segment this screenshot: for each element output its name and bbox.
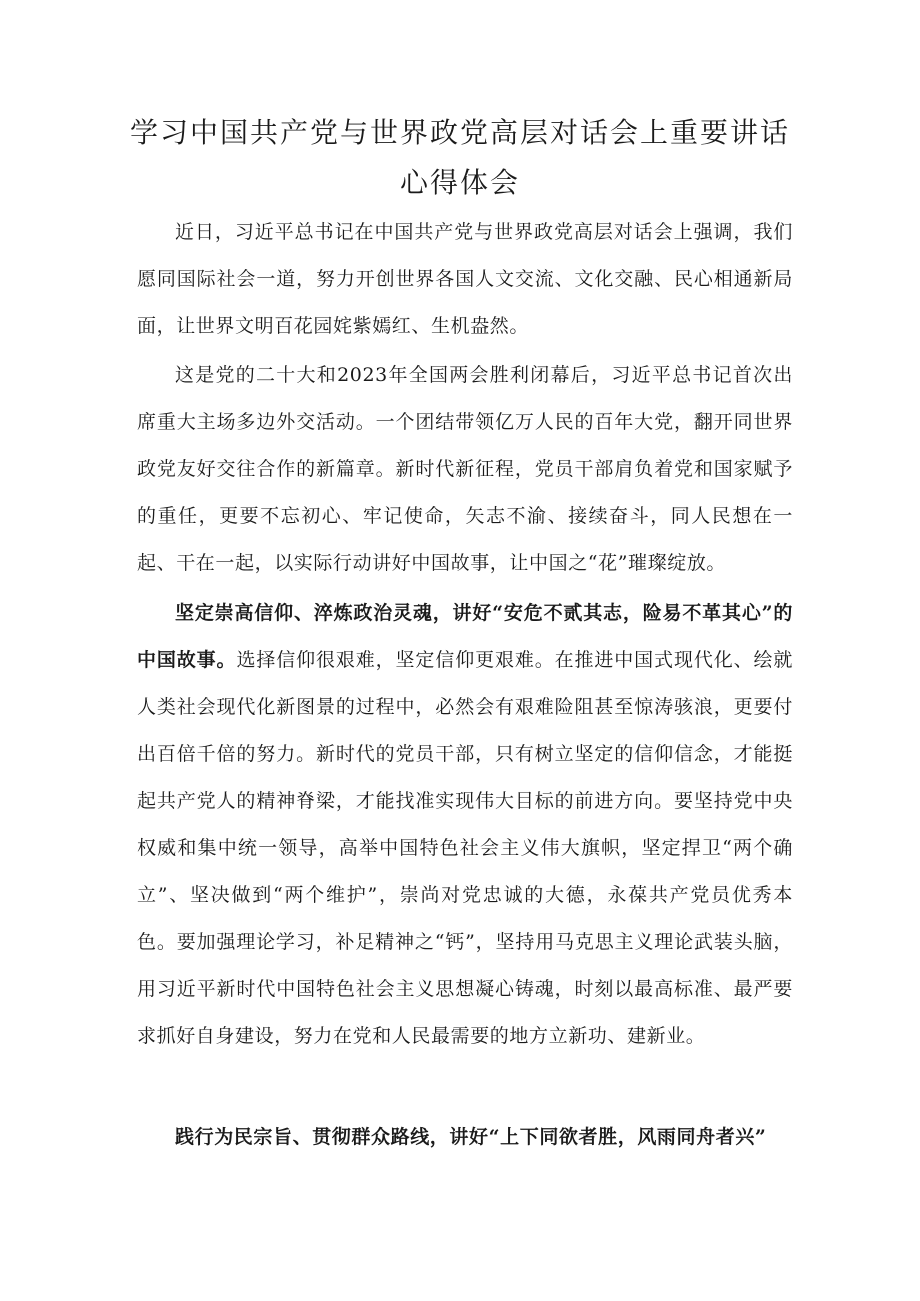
paragraph-2-text: 这是党的二十大和2023年全国两会胜利闭幕后，习近平总书记首次出席重大主场多边外交活动。一个团结带领亿万人民的百年大党，翻开同世界政党友好交往合作的新篇章。新时代新征程，党员干部肩负着党和国家赋予的重任，更要不忘初心、牢记使命，矢志不渝、接续奋斗，同人民想在一起、干在一起，以实际行动讲好中国故事，让中国之“花”璀璨绽放。: [137, 364, 793, 574]
paragraph-4: [137, 1114, 793, 1161]
paragraph-1: [137, 209, 793, 350]
paragraph-3-text: 选择信仰很艰难，坚定信仰更艰难。在推进中国式现代化、绘就人类社会现代化新图景的过程中，必然会有艰难险阻甚至惊涛骇浪，更要付出百倍千倍的努力。新时代的党员干部，只有树立坚定的信仰信念，才能挺起共产党人的精神脊梁，才能找准实现伟大目标的前进方向。要坚持党中央权威和集中统一领导，高举中国特色社会主义伟大旗帜，坚定捍卫“两个确立”、坚决做到“两个维护”，崇尚对党忠诚的大德，永葆共产党员优秀本色。要加强理论学习，补足精神之“钙”，坚持用马克思主义理论武装头脑，用习近平新时代中国特色社会主义思想凝心铸魂，时刻以最高标准、最严要求抓好自身建设，努力在党和人民最需要的地方立新功、建新业。: [137, 649, 793, 1047]
paragraph-3: [137, 590, 793, 1060]
document-title-line-1: 学习中国共产党与世界政党高层对话会上重要讲话: [130, 116, 791, 149]
paragraph-2: [137, 352, 793, 587]
paragraph-1-text: 近日，习近平总书记在中国共产党与世界政党高层对话会上强调，我们愿同国际社会一道，努力开创世界各国人文交流、文化交融、民心相通新局面，让世界文明百花园姹紫嫣红、生机盎然。: [137, 221, 793, 337]
section-heading-1: 坚定崇高信仰、淬炼政治灵魂，讲好“安危不贰其志，险易不革其心”的中国故事。: [137, 602, 793, 671]
document-title-line-2: 心得体会: [399, 166, 520, 199]
section-heading-2: 践行为民宗旨、贯彻群众路线，讲好“上下同欲者胜，风雨同舟者兴”: [175, 1126, 767, 1148]
